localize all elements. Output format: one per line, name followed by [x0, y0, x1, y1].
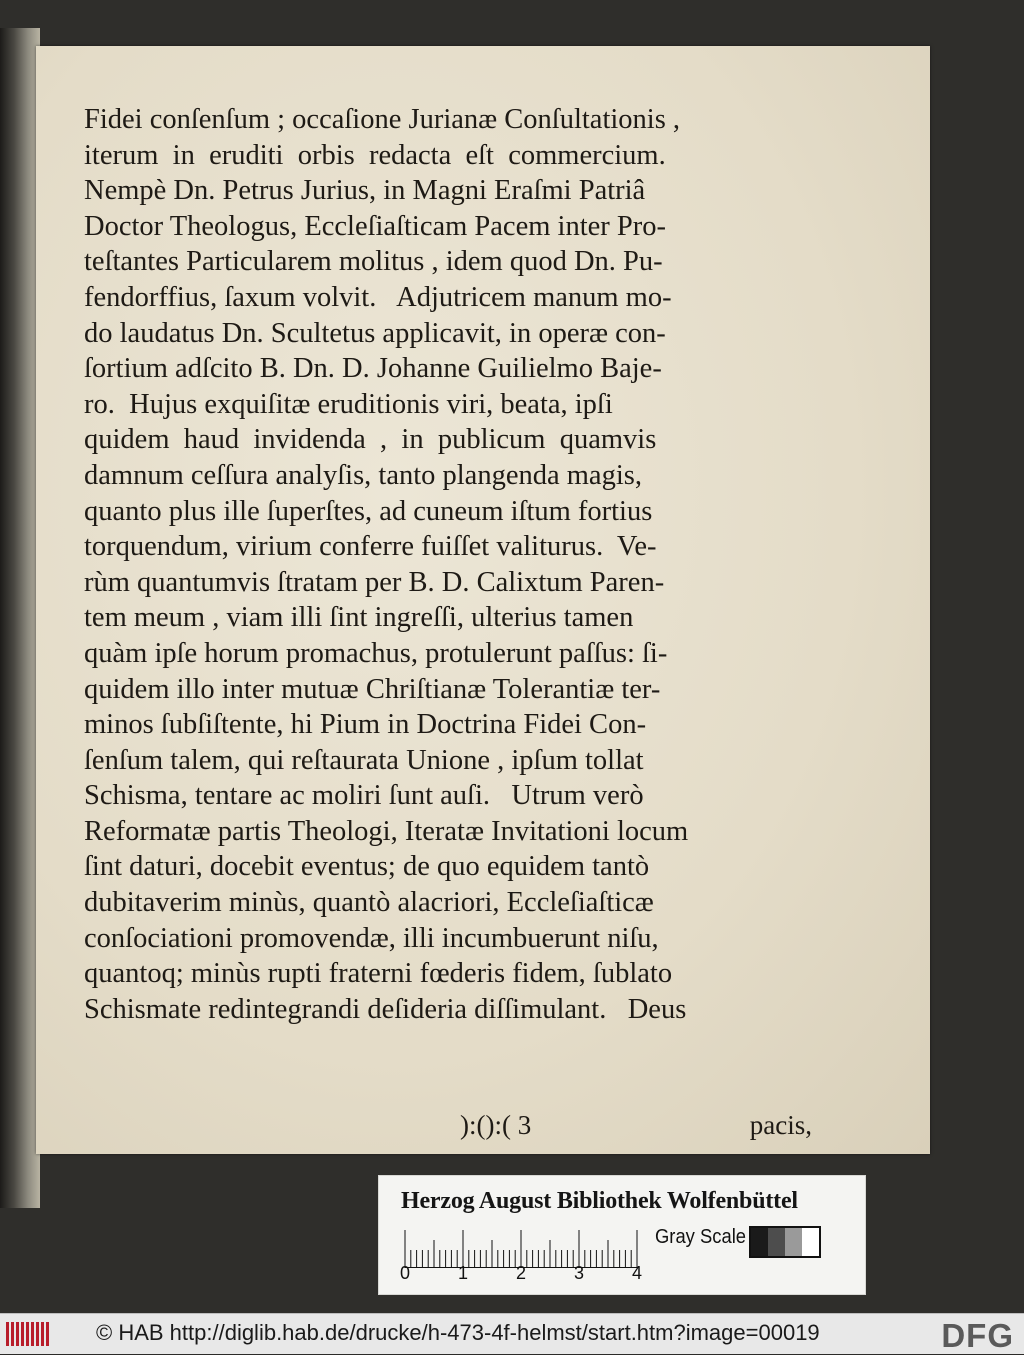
text-line-content: ſortium adſcito B. Dn. D. Johanne Guilielmo Baje- [84, 353, 662, 385]
text-line-content: conſociationi promovendæ, illi incumbuerunt niſu, [84, 922, 659, 954]
text-line [84, 387, 784, 423]
gray-scale-label: Gray Scale [655, 1226, 747, 1248]
gray-swatch [751, 1228, 768, 1256]
text-line-content: ſenſum talem, qui reſtaurata Unione , ipſum tollat [84, 744, 644, 776]
text-line [84, 778, 784, 814]
text-line [84, 351, 784, 387]
text-line [84, 244, 784, 280]
text-line-content: teſtantes Particularem molitus , idem quod Dn. Pu- [84, 246, 663, 278]
text-line [84, 672, 784, 708]
text-line-content: ro. Hujus exquiſitæ eruditionis viri, beata, ipſi [84, 388, 613, 420]
text-line [84, 707, 784, 743]
book-page [36, 46, 930, 1154]
color-scale-card [378, 1175, 866, 1295]
text-line-content: Doctor Theologus, Eccleſiaſticam Pacem inter Pro- [84, 210, 666, 242]
hab-barcode-logo-icon [6, 1322, 50, 1346]
text-line [84, 921, 784, 957]
text-line-content: do laudatus Dn. Scultetus applicavit, in operæ con- [84, 317, 666, 349]
viewer-footer [0, 1313, 1024, 1354]
text-line-content: iterum in eruditi orbis redacta eſt commercium. [84, 139, 666, 171]
text-line [84, 600, 784, 636]
text-line-content: minos ſubſiſtente, hi Pium in Doctrina Fidei Con- [84, 709, 647, 741]
gray-swatch [785, 1228, 802, 1256]
ruler-scale [403, 1228, 643, 1268]
text-line-content: quanto plus ille ſuperſtes, ad cuneum iſtum fortius [84, 495, 653, 527]
text-line [84, 885, 784, 921]
text-line [84, 565, 784, 601]
text-line [84, 494, 784, 530]
text-line [84, 636, 784, 672]
text-line [84, 814, 784, 850]
ruler-label: 4 [632, 1263, 643, 1283]
text-line-content: dubitaverim minùs, quantò alacriori, Eccleſiaſticæ [84, 887, 654, 919]
text-line-content: fendorffius, ſaxum volvit. Adjutricem manum mo- [84, 281, 672, 313]
text-line [84, 458, 784, 494]
catchword: pacis, [749, 1110, 812, 1140]
ruler-label: 2 [516, 1263, 527, 1283]
text-line-content: rùm quantumvis ſtratam per B. D. Calixtum Paren- [84, 566, 665, 598]
ruler-label: 3 [574, 1263, 585, 1283]
book-spine-edge [0, 28, 40, 1208]
gray-scale-swatches [749, 1226, 821, 1258]
text-line [84, 280, 784, 316]
copyright-url[interactable]: © HAB http://diglib.hab.de/drucke/h-473-4f-helmst/start.htm?image=00019 [96, 1320, 820, 1345]
text-line [84, 209, 784, 245]
text-line [84, 102, 784, 138]
text-line-content: Fidei conſenſum ; occaſione Jurianæ Conſultationis , [84, 104, 681, 135]
text-line-content: Schismate redintegrandi deſideria diſſimulant. Deus [84, 993, 687, 1025]
text-line-content: quantoq; minùs rupti fraterni fœderis fidem, ſublato [84, 958, 673, 990]
text-line [84, 956, 784, 992]
text-line [84, 743, 784, 779]
dfg-logo: DFG [941, 1317, 1014, 1354]
page-text [84, 102, 784, 1027]
text-line [84, 529, 784, 565]
text-line-content: torquendum, virium conferre fuiſſet valiturus. Ve- [84, 531, 657, 563]
library-name: Herzog August Bibliothek Wolfenbüttel [401, 1188, 798, 1214]
text-line-content: tem meum , viam illi ſint ingreſſi, ulterius tamen [84, 602, 634, 634]
text-line-content: damnum ceſſura analyſis, tanto plangenda magis, [84, 459, 642, 491]
text-line-content: quidem haud invidenda , in publicum quamvis [84, 424, 657, 456]
text-line [84, 173, 784, 209]
text-line-content: Schisma, tentare ac moliri ſunt auſi. Utrum verò [84, 780, 644, 812]
text-line [84, 138, 784, 174]
text-line-content: Reformatæ partis Theologi, Iteratæ Invitationi locum [84, 815, 689, 847]
ruler-label: 1 [458, 1263, 469, 1283]
text-line-content: ſint daturi, docebit eventus; de quo equidem tantò [84, 851, 650, 883]
text-line-content: Nempè Dn. Petrus Jurius, in Magni Eraſmi Patriâ [84, 175, 646, 207]
signature-mark: ):():( 3 [460, 1110, 532, 1140]
text-line-content: quàm ipſe horum promachus, protulerunt paſſus: ſi- [84, 637, 668, 669]
text-line [84, 316, 784, 352]
text-line [84, 422, 784, 458]
text-line [84, 992, 784, 1028]
ruler-label: 0 [400, 1263, 411, 1283]
gray-swatch [768, 1228, 785, 1256]
text-line [84, 849, 784, 885]
text-line-content: quidem illo inter mutuæ Chriſtianæ Tolerantiæ ter- [84, 673, 661, 705]
gray-swatch [802, 1228, 819, 1256]
